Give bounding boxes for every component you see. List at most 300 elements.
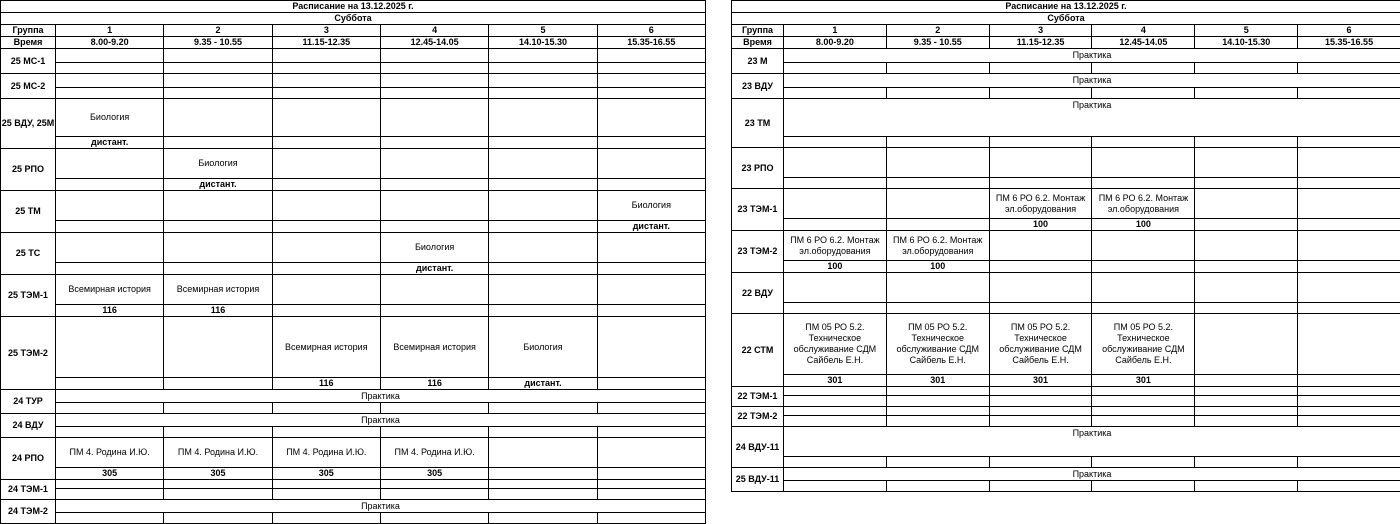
pair-number-1: 1 bbox=[56, 25, 164, 37]
lesson-room: 116 bbox=[380, 378, 488, 390]
empty-cell bbox=[886, 396, 989, 407]
lesson-room: 305 bbox=[164, 468, 272, 480]
practice-cell: Практика bbox=[784, 427, 1400, 457]
group-column-header: Группа bbox=[732, 25, 784, 37]
empty-cell bbox=[272, 233, 380, 263]
group-name: 25 ВДУ, 25М bbox=[1, 99, 56, 149]
lesson-subject: ПМ 6 РО 6.2. Монтаж эл.оборудования bbox=[1092, 189, 1195, 219]
empty-cell bbox=[886, 219, 989, 231]
empty-cell bbox=[1195, 416, 1298, 427]
empty-cell bbox=[1092, 303, 1195, 314]
empty-cell bbox=[597, 427, 705, 438]
empty-cell bbox=[272, 49, 380, 63]
empty-cell bbox=[1195, 375, 1298, 387]
lesson-subject: ПМ 6 РО 6.2. Монтаж эл.оборудования bbox=[886, 231, 989, 261]
empty-cell bbox=[56, 179, 164, 191]
empty-cell bbox=[597, 63, 705, 74]
empty-cell bbox=[784, 273, 887, 303]
lesson-subject: Биология bbox=[489, 317, 597, 378]
pair-time-4: 12.45-14.05 bbox=[380, 37, 488, 49]
empty-cell bbox=[489, 49, 597, 63]
empty-cell bbox=[1195, 178, 1298, 189]
lesson-subject: ПМ 05 РО 5.2. Техническое обслуживание СДМ Сайбель Е.Н. bbox=[1092, 314, 1195, 375]
lesson-subject: ПМ 4. Родина И.Ю. bbox=[56, 438, 164, 468]
empty-cell bbox=[380, 275, 488, 305]
empty-cell bbox=[380, 489, 488, 500]
empty-cell bbox=[886, 88, 989, 99]
practice-cell: Практика bbox=[56, 500, 706, 513]
empty-cell bbox=[56, 191, 164, 221]
lesson-subject: ПМ 4. Родина И.Ю. bbox=[272, 438, 380, 468]
empty-cell bbox=[272, 99, 380, 137]
pair-time-2: 9.35 - 10.55 bbox=[164, 37, 272, 49]
group-name: 24 ТЭМ-1 bbox=[1, 480, 56, 500]
practice-cell: Практика bbox=[56, 414, 706, 427]
empty-cell bbox=[164, 403, 272, 414]
empty-cell bbox=[164, 480, 272, 489]
empty-cell bbox=[784, 178, 887, 189]
empty-cell bbox=[56, 88, 164, 99]
empty-cell bbox=[1195, 231, 1298, 261]
lesson-subject: Всемирная история bbox=[272, 317, 380, 378]
group-name: 25 ТЭМ-1 bbox=[1, 275, 56, 317]
empty-cell bbox=[597, 489, 705, 500]
empty-cell bbox=[489, 480, 597, 489]
empty-cell bbox=[1298, 261, 1400, 273]
group-name: 25 МС-1 bbox=[1, 49, 56, 74]
empty-cell bbox=[1298, 457, 1400, 468]
lesson-room: дистант. bbox=[164, 179, 272, 191]
empty-cell bbox=[784, 387, 887, 396]
group-name: 22 ТЭМ-1 bbox=[732, 387, 784, 407]
empty-cell bbox=[989, 396, 1092, 407]
schedule-day: Суббота bbox=[1, 13, 706, 25]
empty-cell bbox=[56, 233, 164, 263]
empty-cell bbox=[1092, 416, 1195, 427]
empty-cell bbox=[1195, 88, 1298, 99]
empty-cell bbox=[1092, 396, 1195, 407]
lesson-room: 301 bbox=[989, 375, 1092, 387]
lesson-subject: Всемирная история bbox=[380, 317, 488, 378]
empty-cell bbox=[597, 88, 705, 99]
empty-cell bbox=[1195, 261, 1298, 273]
empty-cell bbox=[597, 438, 705, 468]
group-name: 22 СТМ bbox=[732, 314, 784, 387]
pair-time-5: 14.10-15.30 bbox=[489, 37, 597, 49]
empty-cell bbox=[164, 489, 272, 500]
empty-cell bbox=[1298, 314, 1400, 375]
empty-cell bbox=[489, 233, 597, 263]
lesson-subject: Всемирная история bbox=[164, 275, 272, 305]
lesson-room: 305 bbox=[56, 468, 164, 480]
empty-cell bbox=[489, 137, 597, 149]
empty-cell bbox=[164, 88, 272, 99]
empty-cell bbox=[597, 480, 705, 489]
group-name: 23 М bbox=[732, 49, 784, 74]
empty-cell bbox=[164, 49, 272, 63]
group-name: 23 РПО bbox=[732, 148, 784, 189]
empty-cell bbox=[1298, 387, 1400, 396]
empty-cell bbox=[784, 88, 887, 99]
lesson-room: 116 bbox=[164, 305, 272, 317]
lesson-room: 100 bbox=[886, 261, 989, 273]
empty-cell bbox=[1092, 261, 1195, 273]
empty-cell bbox=[886, 481, 989, 492]
empty-cell bbox=[1195, 63, 1298, 74]
empty-cell bbox=[784, 189, 887, 219]
empty-cell bbox=[1092, 387, 1195, 396]
group-name: 23 ТЭМ-1 bbox=[732, 189, 784, 231]
empty-cell bbox=[164, 233, 272, 263]
empty-cell bbox=[164, 317, 272, 378]
empty-cell bbox=[380, 305, 488, 317]
empty-cell bbox=[1092, 148, 1195, 178]
group-name: 24 РПО bbox=[1, 438, 56, 480]
pair-number-4: 4 bbox=[380, 25, 488, 37]
empty-cell bbox=[489, 149, 597, 179]
empty-cell bbox=[56, 149, 164, 179]
pair-time-2: 9.35 - 10.55 bbox=[886, 37, 989, 49]
group-name: 22 ТЭМ-2 bbox=[732, 407, 784, 427]
empty-cell bbox=[164, 191, 272, 221]
empty-cell bbox=[56, 221, 164, 233]
empty-cell bbox=[380, 191, 488, 221]
lesson-subject: Всемирная история bbox=[56, 275, 164, 305]
empty-cell bbox=[886, 178, 989, 189]
empty-cell bbox=[989, 88, 1092, 99]
empty-cell bbox=[380, 221, 488, 233]
empty-cell bbox=[380, 99, 488, 137]
empty-cell bbox=[272, 149, 380, 179]
empty-cell bbox=[989, 416, 1092, 427]
lesson-subject: ПМ 6 РО 6.2. Монтаж эл.оборудования bbox=[784, 231, 887, 261]
empty-cell bbox=[597, 137, 705, 149]
empty-cell bbox=[489, 74, 597, 88]
lesson-subject: ПМ 4. Родина И.Ю. bbox=[380, 438, 488, 468]
lesson-room: 301 bbox=[886, 375, 989, 387]
pair-number-1: 1 bbox=[784, 25, 887, 37]
empty-cell bbox=[1092, 231, 1195, 261]
empty-cell bbox=[1195, 457, 1298, 468]
group-name: 24 ВДУ-11 bbox=[732, 427, 784, 468]
empty-cell bbox=[1092, 63, 1195, 74]
pair-number-2: 2 bbox=[886, 25, 989, 37]
empty-cell bbox=[489, 468, 597, 480]
empty-cell bbox=[272, 191, 380, 221]
time-column-header: Время bbox=[1, 37, 56, 49]
empty-cell bbox=[886, 387, 989, 396]
empty-cell bbox=[989, 303, 1092, 314]
empty-cell bbox=[1092, 178, 1195, 189]
time-column-header: Время bbox=[732, 37, 784, 49]
group-name: 25 РПО bbox=[1, 149, 56, 191]
pair-time-6: 15.35-16.55 bbox=[597, 37, 705, 49]
empty-cell bbox=[272, 427, 380, 438]
empty-cell bbox=[989, 387, 1092, 396]
empty-cell bbox=[597, 263, 705, 275]
schedule-day: Суббота bbox=[732, 13, 1400, 25]
empty-cell bbox=[989, 148, 1092, 178]
empty-cell bbox=[989, 457, 1092, 468]
empty-cell bbox=[489, 275, 597, 305]
empty-cell bbox=[784, 396, 887, 407]
group-name: 23 ТЭМ-2 bbox=[732, 231, 784, 273]
practice-cell: Практика bbox=[784, 468, 1400, 481]
empty-cell bbox=[56, 378, 164, 390]
pair-time-5: 14.10-15.30 bbox=[1195, 37, 1298, 49]
empty-cell bbox=[597, 275, 705, 305]
empty-cell bbox=[489, 88, 597, 99]
lesson-room: 305 bbox=[272, 468, 380, 480]
lesson-room: 301 bbox=[1092, 375, 1195, 387]
empty-cell bbox=[56, 427, 164, 438]
empty-cell bbox=[164, 378, 272, 390]
practice-cell: Практика bbox=[784, 74, 1400, 88]
empty-cell bbox=[1298, 396, 1400, 407]
empty-cell bbox=[272, 179, 380, 191]
empty-cell bbox=[1092, 481, 1195, 492]
empty-cell bbox=[597, 468, 705, 480]
empty-cell bbox=[56, 403, 164, 414]
group-name: 22 ВДУ bbox=[732, 273, 784, 314]
lesson-room: 100 bbox=[784, 261, 887, 273]
group-name: 25 ТМ bbox=[1, 191, 56, 233]
empty-cell bbox=[597, 378, 705, 390]
lesson-room: дистант. bbox=[380, 263, 488, 275]
practice-cell: Практика bbox=[56, 390, 706, 403]
empty-cell bbox=[56, 63, 164, 74]
empty-cell bbox=[1195, 407, 1298, 416]
empty-cell bbox=[1298, 178, 1400, 189]
pair-number-4: 4 bbox=[1092, 25, 1195, 37]
empty-cell bbox=[1298, 407, 1400, 416]
lesson-subject: Биология bbox=[56, 99, 164, 137]
empty-cell bbox=[597, 179, 705, 191]
empty-cell bbox=[1195, 387, 1298, 396]
empty-cell bbox=[886, 63, 989, 74]
empty-cell bbox=[989, 407, 1092, 416]
empty-cell bbox=[56, 480, 164, 489]
empty-cell bbox=[164, 63, 272, 74]
empty-cell bbox=[272, 480, 380, 489]
empty-cell bbox=[886, 137, 989, 148]
lesson-subject: ПМ 6 РО 6.2. Монтаж эл.оборудования bbox=[989, 189, 1092, 219]
empty-cell bbox=[784, 219, 887, 231]
empty-cell bbox=[380, 480, 488, 489]
empty-cell bbox=[784, 148, 887, 178]
empty-cell bbox=[380, 74, 488, 88]
empty-cell bbox=[886, 407, 989, 416]
empty-cell bbox=[272, 63, 380, 74]
group-name: 24 ТУР bbox=[1, 390, 56, 414]
empty-cell bbox=[1195, 481, 1298, 492]
lesson-room: дистант. bbox=[56, 137, 164, 149]
lesson-room: дистант. bbox=[597, 221, 705, 233]
group-name: 25 ТС bbox=[1, 233, 56, 275]
empty-cell bbox=[1298, 481, 1400, 492]
empty-cell bbox=[1195, 303, 1298, 314]
empty-cell bbox=[56, 489, 164, 500]
schedule-title: Расписание на 13.12.2025 г. bbox=[1, 1, 706, 13]
empty-cell bbox=[1298, 375, 1400, 387]
empty-cell bbox=[989, 178, 1092, 189]
pair-time-3: 11.15-12.35 bbox=[272, 37, 380, 49]
empty-cell bbox=[272, 74, 380, 88]
empty-cell bbox=[597, 233, 705, 263]
pair-number-3: 3 bbox=[272, 25, 380, 37]
lesson-room: 100 bbox=[1092, 219, 1195, 231]
lesson-subject: Биология bbox=[597, 191, 705, 221]
empty-cell bbox=[1195, 273, 1298, 303]
empty-cell bbox=[272, 489, 380, 500]
empty-cell bbox=[1092, 457, 1195, 468]
empty-cell bbox=[272, 88, 380, 99]
empty-cell bbox=[56, 49, 164, 63]
empty-cell bbox=[886, 416, 989, 427]
pair-number-2: 2 bbox=[164, 25, 272, 37]
empty-cell bbox=[272, 221, 380, 233]
empty-cell bbox=[1092, 407, 1195, 416]
pair-number-6: 6 bbox=[597, 25, 705, 37]
empty-cell bbox=[56, 74, 164, 88]
lesson-room: 100 bbox=[989, 219, 1092, 231]
empty-cell bbox=[380, 137, 488, 149]
empty-cell bbox=[272, 275, 380, 305]
empty-cell bbox=[489, 427, 597, 438]
empty-cell bbox=[489, 403, 597, 414]
empty-cell bbox=[164, 74, 272, 88]
empty-cell bbox=[989, 261, 1092, 273]
pair-time-1: 8.00-9.20 bbox=[56, 37, 164, 49]
empty-cell bbox=[784, 481, 887, 492]
lesson-room: 305 bbox=[380, 468, 488, 480]
empty-cell bbox=[1298, 416, 1400, 427]
empty-cell bbox=[380, 88, 488, 99]
empty-cell bbox=[1298, 219, 1400, 231]
lesson-subject: Биология bbox=[380, 233, 488, 263]
empty-cell bbox=[784, 63, 887, 74]
pair-number-3: 3 bbox=[989, 25, 1092, 37]
empty-cell bbox=[886, 273, 989, 303]
lesson-subject: ПМ 05 РО 5.2. Техническое обслуживание СДМ Сайбель Е.Н. bbox=[989, 314, 1092, 375]
empty-cell bbox=[597, 403, 705, 414]
empty-cell bbox=[597, 317, 705, 378]
group-name: 23 ВДУ bbox=[732, 74, 784, 99]
empty-cell bbox=[489, 489, 597, 500]
empty-cell bbox=[1195, 148, 1298, 178]
empty-cell bbox=[784, 416, 887, 427]
empty-cell bbox=[489, 179, 597, 191]
empty-cell bbox=[1298, 88, 1400, 99]
empty-cell bbox=[1298, 273, 1400, 303]
empty-cell bbox=[989, 63, 1092, 74]
empty-cell bbox=[784, 303, 887, 314]
empty-cell bbox=[1298, 63, 1400, 74]
empty-cell bbox=[489, 438, 597, 468]
empty-cell bbox=[1092, 137, 1195, 148]
practice-cell: Практика bbox=[784, 99, 1400, 137]
lesson-room: 301 bbox=[784, 375, 887, 387]
empty-cell bbox=[784, 407, 887, 416]
group-name: 24 ТЭМ-2 bbox=[1, 500, 56, 524]
group-name: 25 ТЭМ-2 bbox=[1, 317, 56, 390]
empty-cell bbox=[1298, 303, 1400, 314]
empty-cell bbox=[164, 427, 272, 438]
empty-cell bbox=[272, 403, 380, 414]
empty-cell bbox=[164, 221, 272, 233]
empty-cell bbox=[886, 457, 989, 468]
empty-cell bbox=[164, 99, 272, 137]
empty-cell bbox=[886, 148, 989, 178]
lesson-subject: Биология bbox=[164, 149, 272, 179]
empty-cell bbox=[489, 191, 597, 221]
schedule-title: Расписание на 13.12.2025 г. bbox=[732, 1, 1400, 13]
empty-cell bbox=[989, 273, 1092, 303]
empty-cell bbox=[1298, 231, 1400, 261]
empty-cell bbox=[784, 137, 887, 148]
empty-cell bbox=[380, 427, 488, 438]
empty-cell bbox=[380, 403, 488, 414]
empty-cell bbox=[1195, 189, 1298, 219]
schedule-sheet-right bbox=[731, 0, 1400, 492]
group-name: 25 ВДУ-11 bbox=[732, 468, 784, 492]
empty-cell bbox=[989, 481, 1092, 492]
empty-cell bbox=[380, 149, 488, 179]
practice-cell: Практика bbox=[784, 49, 1400, 63]
empty-cell bbox=[164, 263, 272, 275]
empty-cell bbox=[1298, 189, 1400, 219]
pair-time-6: 15.35-16.55 bbox=[1298, 37, 1400, 49]
lesson-room: 116 bbox=[272, 378, 380, 390]
empty-cell bbox=[272, 137, 380, 149]
empty-cell bbox=[1298, 137, 1400, 148]
empty-cell bbox=[489, 263, 597, 275]
pair-time-1: 8.00-9.20 bbox=[784, 37, 887, 49]
empty-cell bbox=[1195, 314, 1298, 375]
empty-cell bbox=[56, 317, 164, 378]
empty-cell bbox=[1092, 88, 1195, 99]
empty-cell bbox=[489, 221, 597, 233]
empty-cell bbox=[989, 137, 1092, 148]
empty-cell bbox=[1195, 137, 1298, 148]
lesson-room: 116 bbox=[56, 305, 164, 317]
empty-cell bbox=[56, 263, 164, 275]
empty-cell bbox=[597, 149, 705, 179]
empty-cell bbox=[597, 99, 705, 137]
empty-cell bbox=[1195, 396, 1298, 407]
empty-cell bbox=[164, 137, 272, 149]
lesson-room: дистант. bbox=[489, 378, 597, 390]
pair-time-3: 11.15-12.35 bbox=[989, 37, 1092, 49]
empty-cell bbox=[886, 303, 989, 314]
group-name: 23 ТМ bbox=[732, 99, 784, 148]
sheet-divider bbox=[705, 0, 732, 522]
schedule-table bbox=[731, 0, 1400, 492]
group-column-header: Группа bbox=[1, 25, 56, 37]
empty-cell bbox=[1298, 148, 1400, 178]
pair-number-5: 5 bbox=[1195, 25, 1298, 37]
empty-cell bbox=[1195, 219, 1298, 231]
pair-number-5: 5 bbox=[489, 25, 597, 37]
lesson-subject: ПМ 4. Родина И.Ю. bbox=[164, 438, 272, 468]
lesson-subject: ПМ 05 РО 5.2. Техническое обслуживание СДМ Сайбель Е.Н. bbox=[784, 314, 887, 375]
empty-cell bbox=[272, 305, 380, 317]
empty-cell bbox=[380, 179, 488, 191]
empty-cell bbox=[597, 74, 705, 88]
empty-cell bbox=[784, 457, 887, 468]
empty-cell bbox=[380, 49, 488, 63]
group-name: 24 ВДУ bbox=[1, 414, 56, 438]
